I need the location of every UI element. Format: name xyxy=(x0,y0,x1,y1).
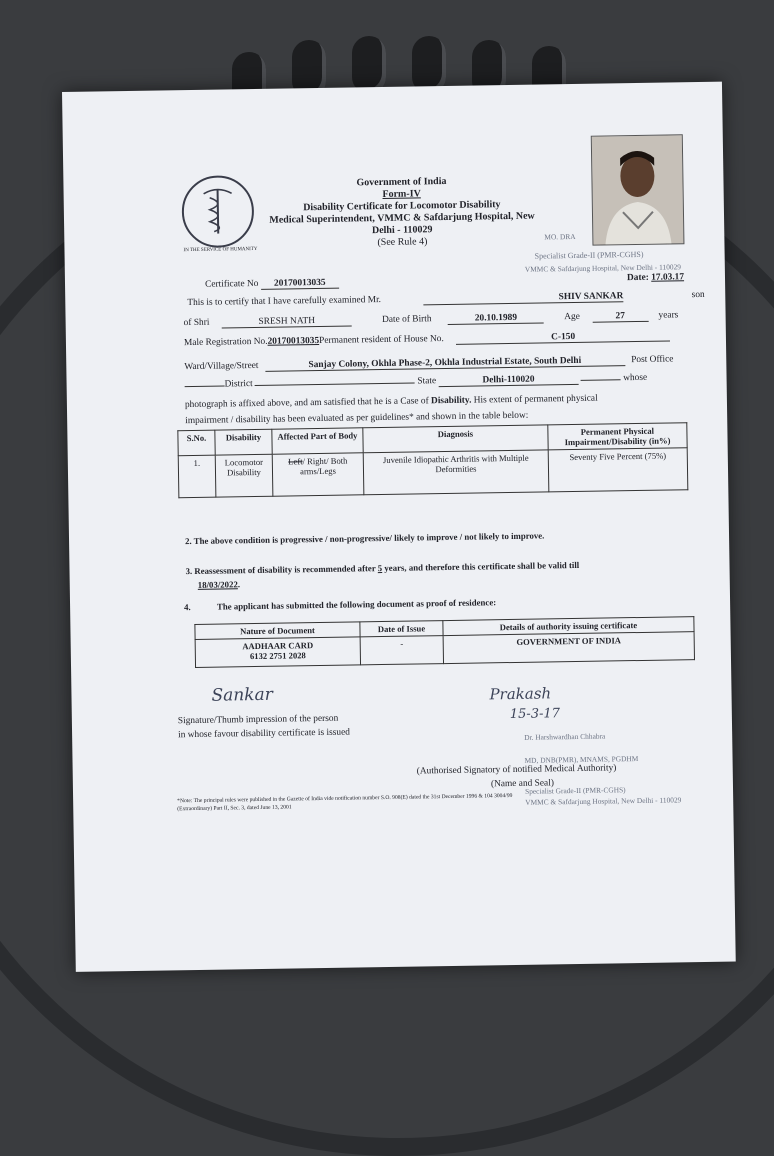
stamp-top-line: Specialist Grade-II (PMR-CGHS) xyxy=(534,249,644,261)
father-name: SRESH NATH xyxy=(222,315,352,328)
state-label: State xyxy=(417,376,437,387)
reassessment-years: 5 xyxy=(377,563,383,574)
applicant-name: SHIV SANKAR xyxy=(423,291,623,305)
document-number: 6132 2751 2028 xyxy=(249,650,306,662)
doctor-signature-date: 15-3-17 xyxy=(509,706,561,723)
date-line xyxy=(627,272,684,283)
header-rule: (See Rule 4) xyxy=(377,236,428,249)
age-value: 27 xyxy=(592,311,648,323)
dob-label: Date of Birth xyxy=(382,314,432,325)
document-cell xyxy=(195,637,360,668)
col-diagnosis: Diagnosis xyxy=(363,425,548,453)
hospital-emblem xyxy=(181,175,258,254)
row-diagnosis: Juvenile Idiopathic Arthritis with Multiple Deformities xyxy=(363,450,549,495)
case-type: Disability. xyxy=(430,395,472,407)
signature-label-1: Signature/Thumb impression of the person xyxy=(177,713,339,727)
caduceus-icon xyxy=(183,177,252,246)
tray-knob xyxy=(352,36,386,94)
state-blank xyxy=(581,379,621,381)
district-blank xyxy=(185,385,225,387)
signature-label-2: in whose favour disability certificate is issued xyxy=(178,727,351,741)
reassessment-text-2: years, and therefore this certificate shall be valid till xyxy=(384,559,580,573)
applicant-signature: Sankar xyxy=(211,684,273,706)
state-value: Delhi-110020 xyxy=(438,374,578,387)
stamp-line: VMMC & Safdarjung Hospital, New Delhi - 110029 xyxy=(525,795,682,807)
header-form: Form-IV xyxy=(382,188,421,200)
header-pincode: Delhi - 110029 xyxy=(371,224,433,237)
residence-proof-table xyxy=(194,616,695,668)
name-seal-label: (Name and Seal) xyxy=(490,778,554,790)
disability-table xyxy=(177,422,688,498)
emblem-text: IN THE SERVICE OF HUMANITY xyxy=(183,246,258,254)
affected-part-text: / Right/ Both arms/Legs xyxy=(300,455,348,477)
age-label: Age xyxy=(564,311,580,323)
item-4-num: 4. xyxy=(184,602,191,613)
applicant-photo xyxy=(591,134,685,245)
son-label: son xyxy=(691,289,705,301)
col-sno: S.No. xyxy=(178,430,215,456)
header-authority: Medical Superintendent, VMMC & Safdarjung Hospital, New xyxy=(269,210,535,226)
post-office-label: Post Office xyxy=(631,354,674,366)
col-disability: Disability xyxy=(215,429,272,455)
years-label: years xyxy=(658,310,679,321)
stamp-top xyxy=(494,230,681,274)
authority-label: (Authorised Signatory of notified Medical Authority) xyxy=(416,763,617,777)
item-3-reassessment xyxy=(185,560,579,576)
item-4-text: The applicant has submitted the following document as proof of residence: xyxy=(216,597,497,612)
registration-number: 20170013035 xyxy=(267,335,320,347)
certify-line-3 xyxy=(184,330,670,349)
stamp-line: MD, DNB(PMR), MNAMS, PGDHM xyxy=(524,754,639,765)
certify-line-6 xyxy=(185,394,598,410)
col-affected-part: Affected Part of Body xyxy=(272,428,363,454)
doctor-signature: Prakash xyxy=(489,684,552,704)
person-photo-icon xyxy=(592,135,684,244)
registration-label: Male Registration No. xyxy=(183,336,268,349)
certify-line-7 xyxy=(185,411,528,426)
header-title: Disability Certificate for Locomotor Disability xyxy=(303,199,501,214)
row-sno: 1. xyxy=(178,455,216,498)
table-row xyxy=(178,448,688,498)
guidelines-statement: impairment / disability has been evaluated as per guidelines* and shown in the table below: xyxy=(185,410,529,427)
row-disability: Locomotor Disability xyxy=(215,454,273,497)
certificate-document xyxy=(62,82,736,972)
col-impairment: Permanent Physical Impairment/Disability (in%) xyxy=(548,423,687,450)
item-4-residence xyxy=(184,597,496,612)
row-affected-part xyxy=(272,453,364,496)
struck-left: Left xyxy=(288,456,303,467)
header-government: Government of India xyxy=(356,175,447,189)
certificate-number-line xyxy=(205,278,339,291)
stamp-top-line: VMMC & Safdarjung Hospital, New Delhi - 110029 xyxy=(524,262,682,274)
valid-till xyxy=(198,579,240,590)
certify-line-5 xyxy=(185,373,648,391)
valid-end: . xyxy=(237,579,241,590)
stamp-top-line: MO. DRA xyxy=(544,231,576,242)
certify-line-1 xyxy=(187,290,705,309)
photo-statement: photograph is affixed above, and am satisfied that he is a Case of xyxy=(184,396,429,411)
item-2-condition: 2. The above condition is progressive / non-progressive/ likely to improve / not likely to improve. xyxy=(184,530,545,547)
ward-label: Ward/Village/Street xyxy=(184,360,259,373)
certificate-number-label: Certificate No xyxy=(204,278,259,290)
row-percent: Seventy Five Percent (75%) xyxy=(548,448,688,492)
district-label: District xyxy=(224,379,253,390)
certify-line-2 xyxy=(184,310,679,329)
reassessment-text: 3. Reassessment of disability is recommended after xyxy=(185,563,376,577)
stamp-line: Specialist Grade-II (PMR-CGHS) xyxy=(524,785,626,796)
extent-statement: His extent of permanent physical xyxy=(473,393,598,406)
district-value xyxy=(255,382,415,386)
certificate-number: 20170013035 xyxy=(261,278,339,290)
valid-date: 18/03/2022 xyxy=(197,579,238,590)
stamp-line: Dr. Harshwardhan Chhabra xyxy=(524,731,606,742)
footnote-2: (Extraordinary) Part II, Sec. 3, dated June 13, 2001 xyxy=(177,804,292,813)
resident-label: Permanent resident of House No. xyxy=(319,334,444,346)
date-of-birth: 20.10.1989 xyxy=(448,312,544,325)
footnote-1: *Note: The principal rules were published in the Gazette of India vide notification number S.O. 908(E) dated the 31st December 1996 & 104 3004/99 xyxy=(177,793,513,805)
col-nature: Nature of Document xyxy=(195,622,360,640)
col-authority: Details of authority issuing certificate xyxy=(443,617,694,636)
house-number: C-150 xyxy=(456,330,670,344)
date-value: 17.03.17 xyxy=(651,272,685,283)
issue-date: - xyxy=(360,636,443,665)
document-name: AADHAAR CARD xyxy=(242,640,314,652)
issuing-authority: GOVERNMENT OF INDIA xyxy=(443,632,694,664)
certify-line-4 xyxy=(184,354,673,373)
whose-label: whose xyxy=(623,372,648,384)
date-label: Date: xyxy=(626,272,649,284)
ward-value: Sanjay Colony, Okhla Phase-2, Okhla Industrial Estate, South Delhi xyxy=(265,355,625,372)
of-shri-label: of Shri xyxy=(183,317,210,329)
certify-intro: This is to certify that I have carefully examined Mr. xyxy=(187,295,382,309)
col-date-issue: Date of Issue xyxy=(360,621,443,637)
